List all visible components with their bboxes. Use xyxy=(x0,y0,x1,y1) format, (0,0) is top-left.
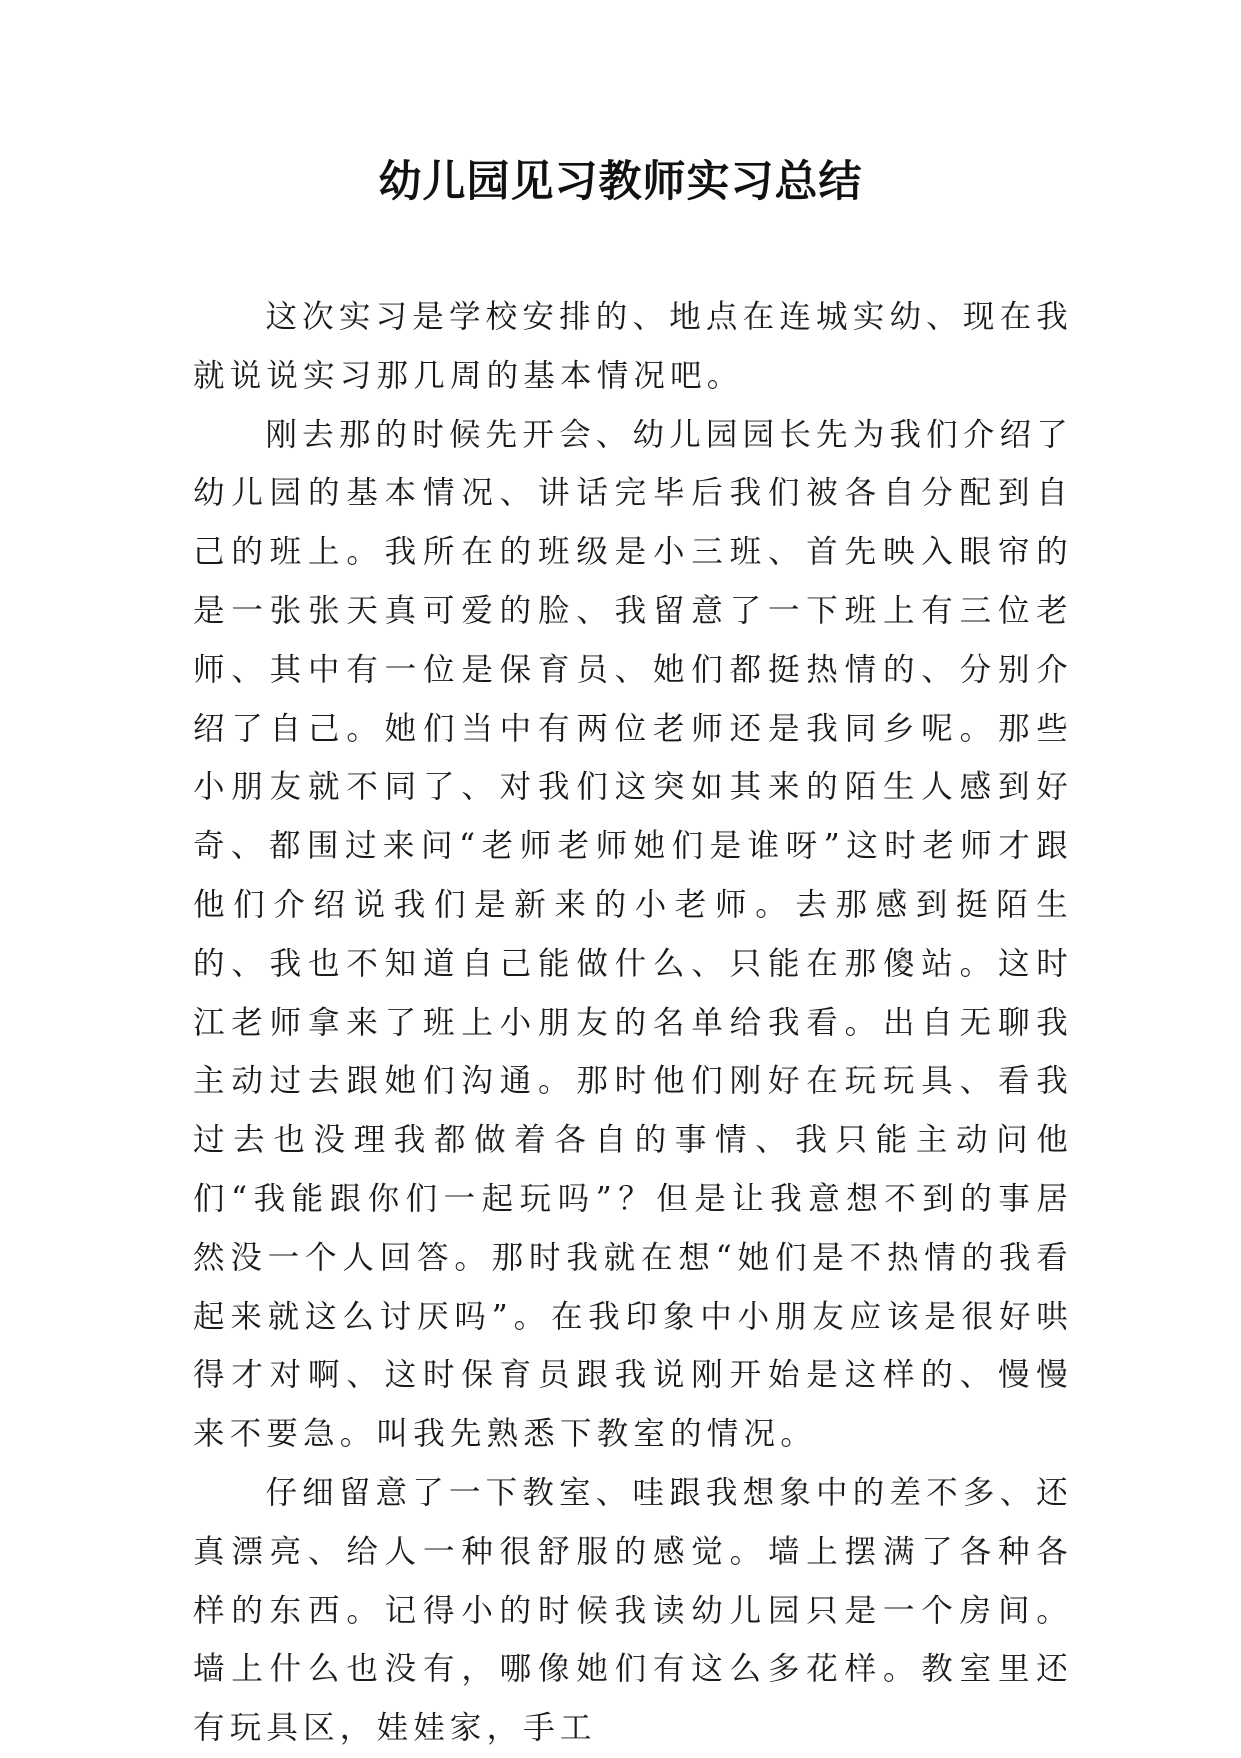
paragraph-2: 刚去那的时候先开会、幼儿园园长先为我们介绍了幼儿园的基本情况、讲话完毕后我们被各自分配到自己的班上。我所在的班级是小三班、首先映入眼帘的是一张张天真可爱的脸、我留意了一下班上有三位老师、其中有一位是保育员、她们都挺热情的、分别介绍了自己。她们当中有两位老师还是我同乡呢。那些小朋友就不同了、对我们这突如其来的陌生人感到好奇、都围过来问“老师老师她们是谁呀”这时老师才跟他们介绍说我们是新来的小老师。去那感到挺陌生的、我也不知道自己能做什么、只能在那傻站。这时江老师拿来了班上小朋友的名单给我看。出自无聊我主动过去跟她们沟通。那时他们刚好在玩玩具、看我过去也没理我都做着各自的事情、我只能主动问他们“我能跟你们一起玩吗”？但是让我意想不到的事居然没一个人回答。那时我就在想“她们是不热情的我看起来就这么讨厌吗”。在我印象中小朋友应该是很好哄得才对啊、这时保育员跟我说刚开始是这样的、慢慢来不要急。叫我先熟悉下教室的情况。 xyxy=(193,416,1073,1453)
paragraph-3: 仔细留意了一下教室、哇跟我想象中的差不多、还真漂亮、给人一种很舒服的感觉。墙上摆满了各种各样的东西。记得小的时候我读幼儿园只是一个房间。墙上什么也没有，哪像她们有这么多花样。教室里还有玩具区，娃娃家，手工 xyxy=(193,1474,1073,1747)
document-body xyxy=(193,288,1073,1758)
document-title: 幼儿园见习教师实习总结 xyxy=(378,157,863,207)
paragraph-1: 这次实习是学校安排的、地点在连城实幼、现在我就说说实习那几周的基本情况吧。 xyxy=(193,299,1073,394)
